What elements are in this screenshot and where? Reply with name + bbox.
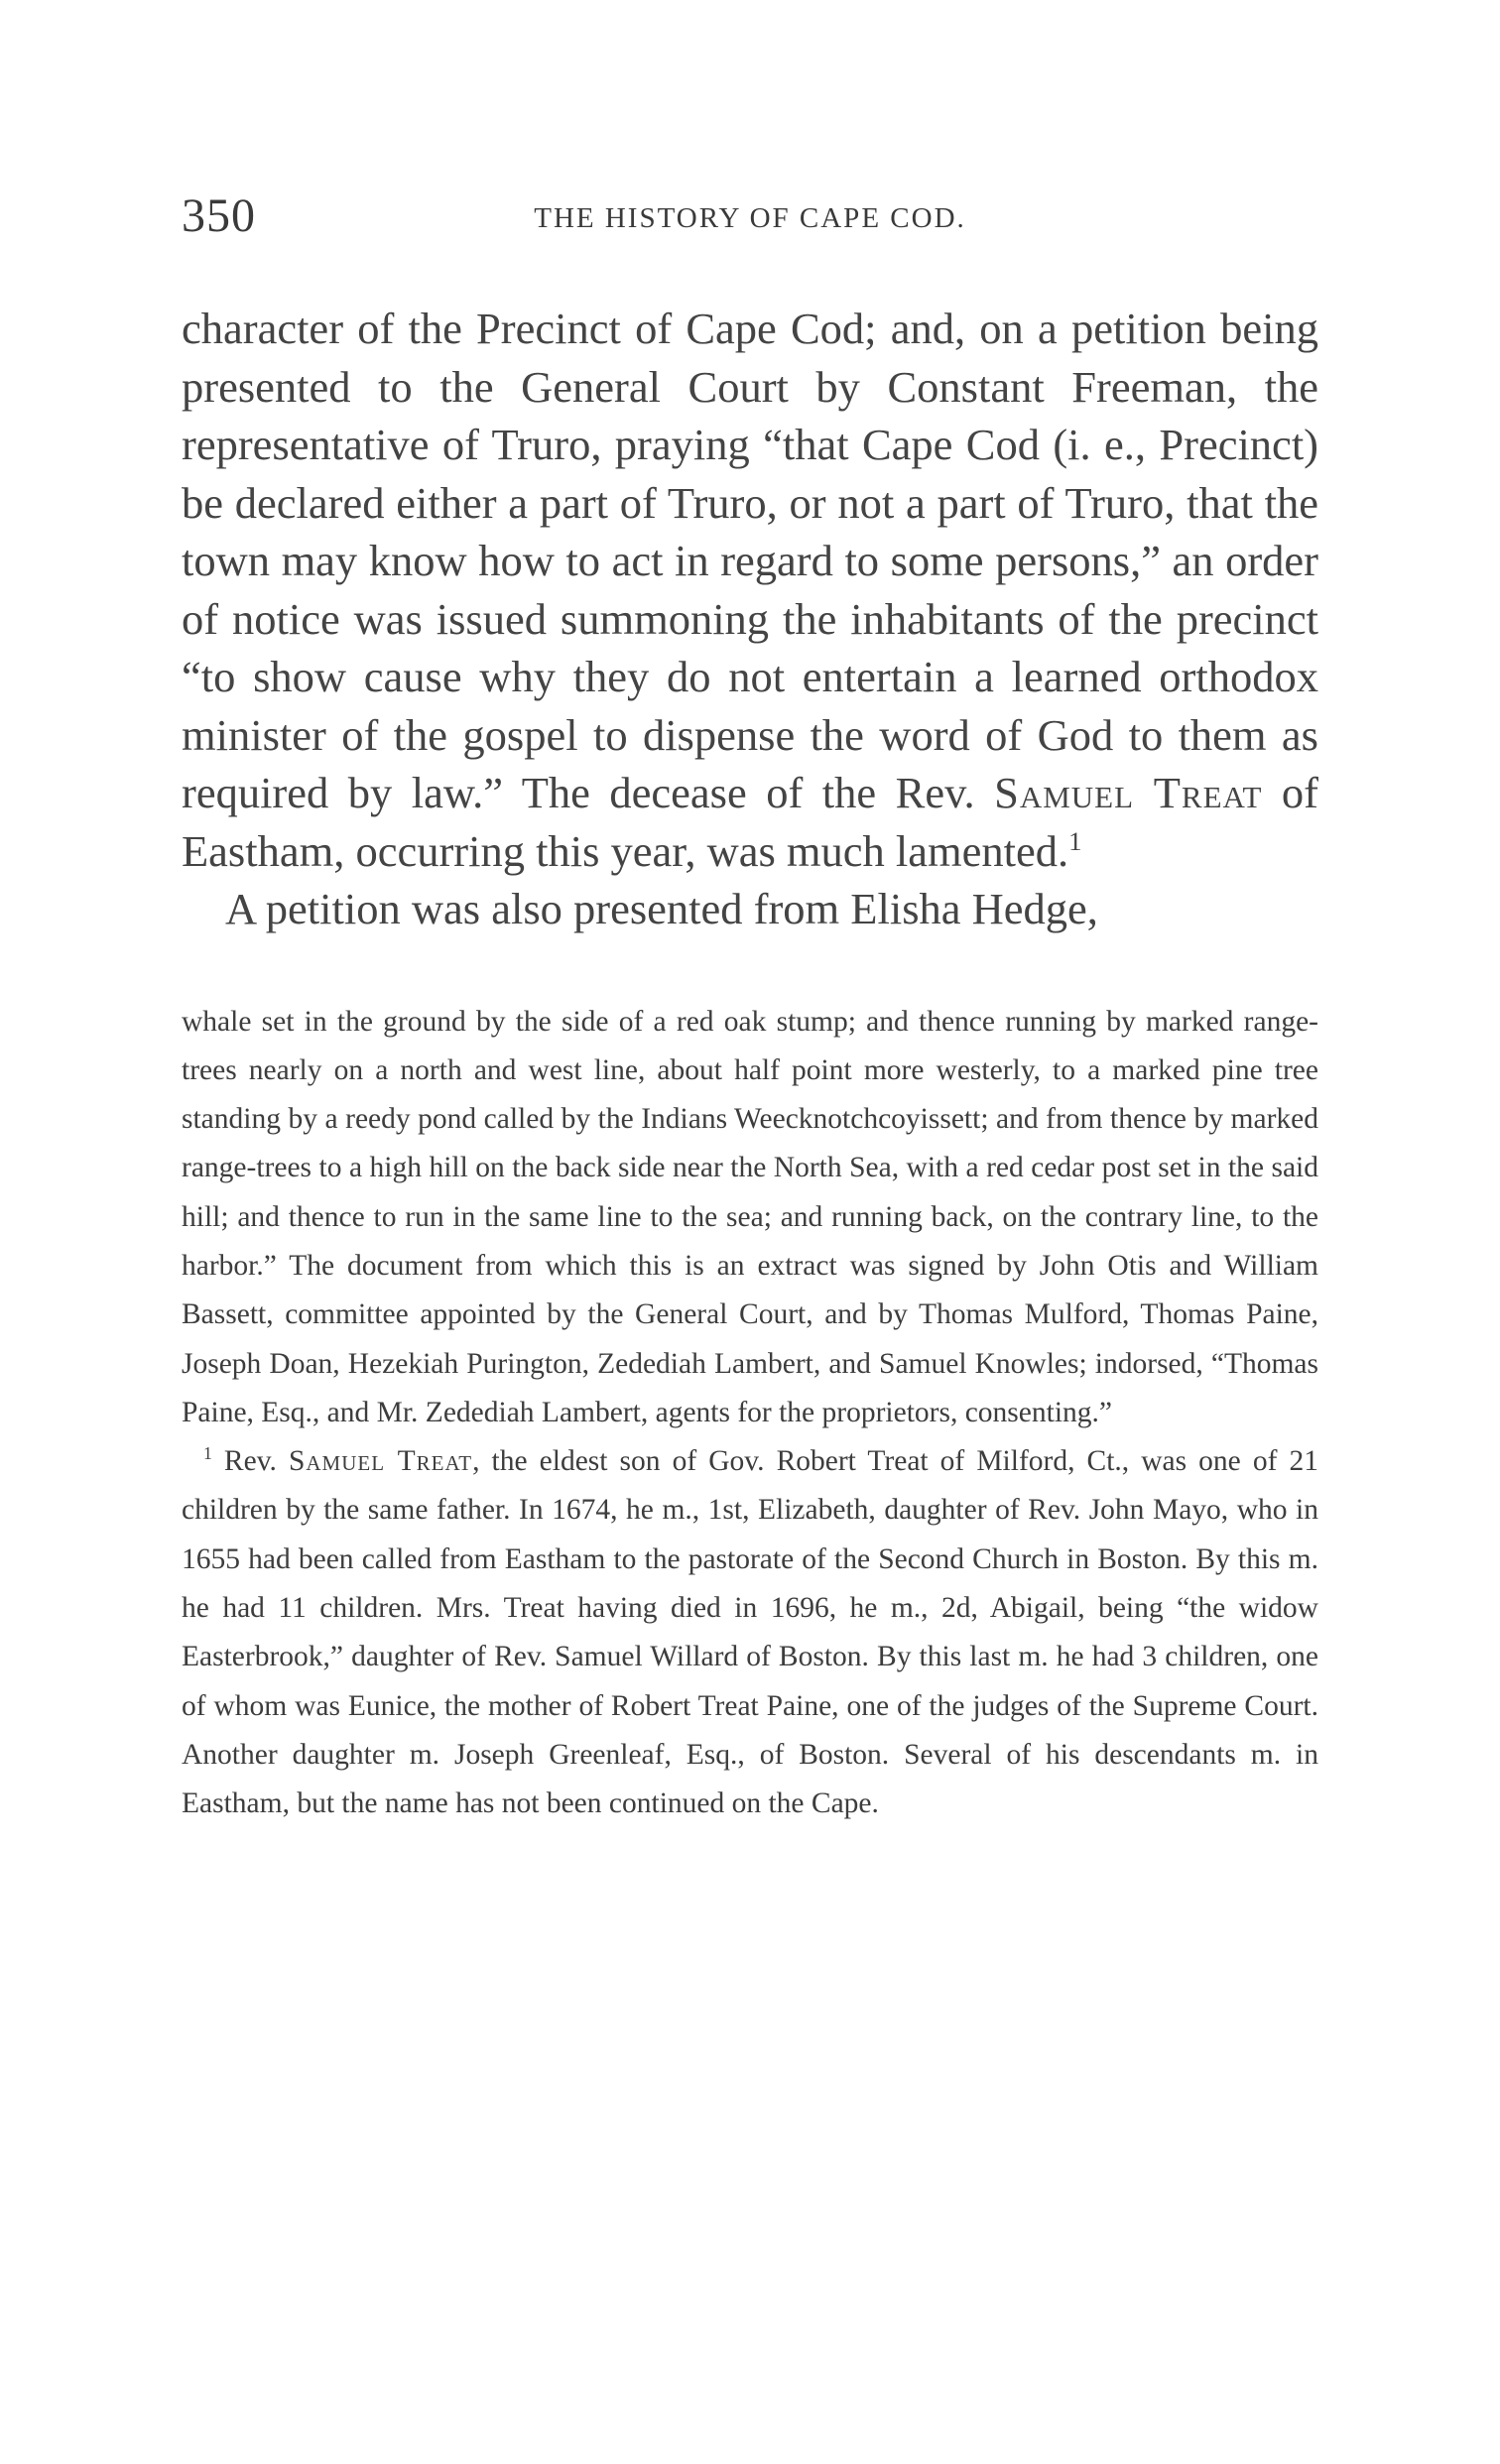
body-paragraph-1-text-b: of Eastham, occurring this year, was much lamented.: [182, 768, 1318, 876]
footnote-text: , the eldest son of Gov. Robert Treat of Milford, Ct., was one of 21 children by the same father. In 1674, he m., 1st, Elizabeth, daughter of Rev. John Mayo, who in 1655 had been called from Eastham to the pastorate of the Second Church in Boston. By this m. he had 11 children. Mrs. Treat having died in 1696, he m., 2d, Abigail, being “the widow Easterbrook,” daughter of Rev. Samuel Willard of Boston. By this last m. he had 3 children, one of whom was Eunice, the mother of Robert Treat Paine, one of the judges of the Supreme Court. Another daughter m. Joseph Greenleaf, Esq., of Boston. Several of his descendants m. in Eastham, but the name has not been continued on the Cape.: [182, 1445, 1318, 1820]
page-number: 350: [182, 189, 256, 242]
body-text: [182, 300, 1318, 938]
footnote-1: [182, 1437, 1318, 1828]
page: [182, 188, 1318, 1829]
footnote-reference: 1: [1068, 825, 1082, 856]
body-person-name: Samuel Treat: [994, 768, 1263, 817]
footnote-title: Rev.: [223, 1445, 289, 1478]
body-paragraph-1: [182, 300, 1318, 880]
body-paragraph-2: A petition was also presented from Elisha Hedge,: [225, 884, 1098, 933]
running-head: [182, 188, 1318, 248]
running-title: THE HISTORY OF CAPE COD.: [534, 202, 966, 234]
footnote-person-name: Samuel Treat: [288, 1445, 473, 1478]
footnote-marker: 1: [203, 1443, 212, 1464]
note-continuation: whale set in the ground by the side of a red oak stump; and thence running by marked range-trees nearly on a north and west line, about half point more westerly, to a marked pine tree standing by a reedy pond called by the Indians Weecknotchcoyissett; and from thence by marked range-trees to a high hill on the back side near the North Sea, with a red cedar post set in the said hill; and thence to run in the same line to the sea; and running back, on the contrary line, to the harbor.” The document from which this is an extract was signed by John Otis and William Bassett, committee appointed by the General Court, and by Thomas Mulford, Thomas Paine, Joseph Doan, Hezekiah Purington, Zedediah Lambert, and Samuel Knowles; indorsed, “Thomas Paine, Esq., and Mr. Zedediah Lambert, agents for the proprietors, consenting.”: [182, 1005, 1318, 1428]
notes-section: [182, 998, 1318, 1829]
body-paragraph-1-text-a: character of the Precinct of Cape Cod; and, on a petition being presented to the General Court by Constant Freeman, the representative of Truro, praying “that Cape Cod (i. e., Precinct) be declared either a part of Truro, or not a part of Truro, that the town may know how to act in regard to some persons,” an order of notice was issued summoning the inhabitants of the precinct “to show cause why they do not entertain a learned orthodox minister of the gospel to dispense the word of God to them as required by law.” The decease of the Rev.: [182, 304, 1318, 817]
